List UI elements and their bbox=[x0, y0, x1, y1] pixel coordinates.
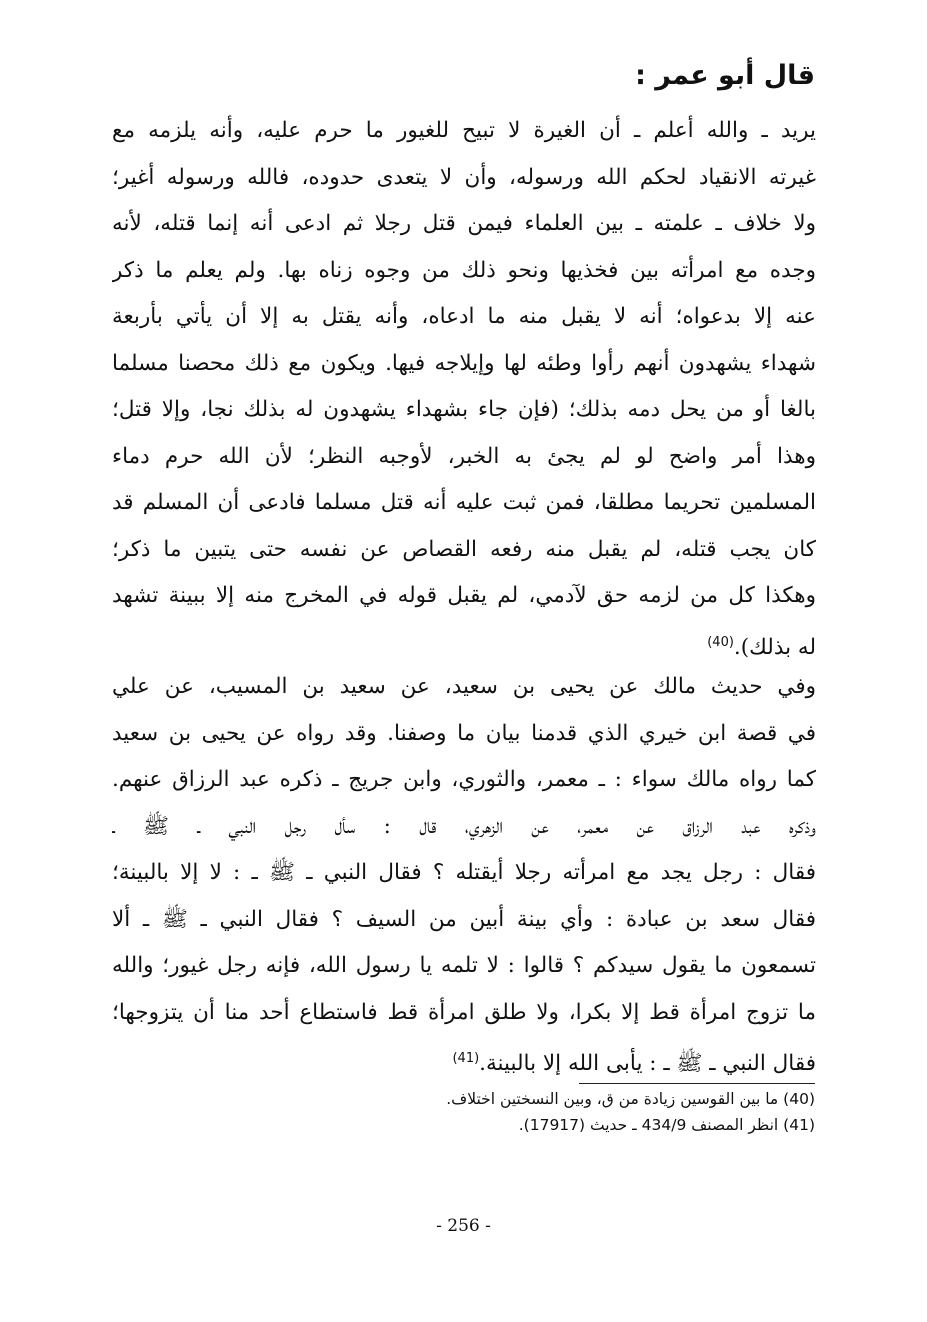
text-line: يريد ـ والله أعلم ـ أن الغيرة لا تبيح للغيور ما حرم عليه، وأنه يلزمه مع bbox=[112, 118, 816, 143]
text-line: وهكذا كل من لزمه حق لآدمي، لم يقبل قوله في المخرج منه إلا ببينة تشهد bbox=[112, 583, 816, 608]
text-line-content: له بذلك). bbox=[733, 634, 816, 660]
text-line-last bbox=[112, 620, 816, 667]
paragraph-2 bbox=[112, 664, 816, 1083]
text-line: فقال سعد بن عبادة : وأي بينة أبين من السيف ؟ فقال النبي ـ ﷺ ـ ألا bbox=[112, 906, 816, 932]
text-line: تسمعون ما يقول سيدكم ؟ قالوا : لا تلمه يا رسول الله، فإنه رجل غيور؛ والله bbox=[112, 953, 816, 978]
text-line: وفي حديث مالك عن يحيى بن سعيد، عن سعيد بن المسيب، عن علي bbox=[112, 674, 816, 699]
text-line: كما رواه مالك سواء : ـ معمر، والثوري، وابن جريج ـ ذكره عبد الرزاق عنهم. bbox=[112, 767, 816, 792]
text-line: وجده مع امرأته بين فخذيها ونحو ذلك من وجوه زناه بها. ولم يعلم ما ذكر bbox=[112, 257, 816, 283]
text-line: المسلمين تحريما مطلقا، فمن ثبت عليه أنه قتل مسلما فادعى أن المسلم قد bbox=[112, 490, 816, 515]
text-line: شهداء يشهدون أنهم رأوا وطئه لها وإيلاجه فيها. ويكون مع ذلك محصنا مسلما bbox=[112, 350, 816, 376]
text-line: بالغا أو من يحل دمه بذلك؛ (فإن جاء بشهداء يشهدون له بذلك نجا، وإلا قتل؛ bbox=[112, 397, 816, 422]
text-line: في قصة ابن خيري الذي قدمنا بيان ما وصفنا. وقد رواه عن يحيى بن سعيد bbox=[112, 720, 816, 746]
text-line: وذكره عبد الرزاق عن معمر، عن الزهري، قال : سأل رجل النبي ـ ﷺ ـ bbox=[112, 813, 816, 839]
footnote-divider bbox=[579, 1083, 815, 1084]
section-heading: قال أبو عمر : bbox=[635, 60, 815, 91]
footnote-40: (40) ما بين القوسين زيادة من ق، وبين النسختين اختلاف. bbox=[446, 1090, 815, 1108]
footnote-ref-41: (41) bbox=[452, 1051, 480, 1066]
text-line: كان يجب قتله، لم يقبل منه رفعه القصاص عن نفسه حتى يتبين ما ذكر؛ bbox=[112, 536, 816, 562]
text-line-content: فقال النبي ـ ﷺ ـ : يأبى الله إلا بالبينة. bbox=[479, 1051, 816, 1077]
text-line: ما تزوج امرأة قط إلا بكرا، ولا طلق امرأة قط فاستطاع أحد منا أن يتزوجها؛ bbox=[112, 999, 816, 1025]
footnotes bbox=[215, 1086, 815, 1138]
footnote-ref-40: (40) bbox=[707, 634, 734, 650]
text-line: ولا خلاف ـ علمته ـ بين العلماء فيمن قتل رجلا ثم ادعى أنه إنما قتله، لأنه bbox=[112, 211, 816, 236]
text-line: غيرته الانقياد لحكم الله ورسوله، وأن لا يتعدى حدوده، فالله ورسوله أغير؛ bbox=[112, 164, 816, 190]
text-line: وهذا أمر واضح لو لم يجئ به الخبر، لأوجبه النظر؛ لأن الله حرم دماء bbox=[112, 443, 816, 469]
paragraph-1 bbox=[112, 108, 816, 666]
footnote-41: (41) انظر المصنف 434/9 ـ حديث (17917). bbox=[518, 1116, 815, 1134]
text-line: فقال : رجل يجد مع امرأته رجلا أيقتله ؟ فقال النبي ـ ﷺ ـ : لا إلا بالبينة؛ bbox=[112, 860, 816, 885]
page-number: - 256 - bbox=[436, 1216, 491, 1236]
text-line-last bbox=[112, 1036, 816, 1083]
text-line: عنه إلا بدعواه؛ أنه لا يقبل منه ما ادعاه، وأنه يقتل به إلا أن يأتي بأربعة bbox=[112, 304, 816, 329]
